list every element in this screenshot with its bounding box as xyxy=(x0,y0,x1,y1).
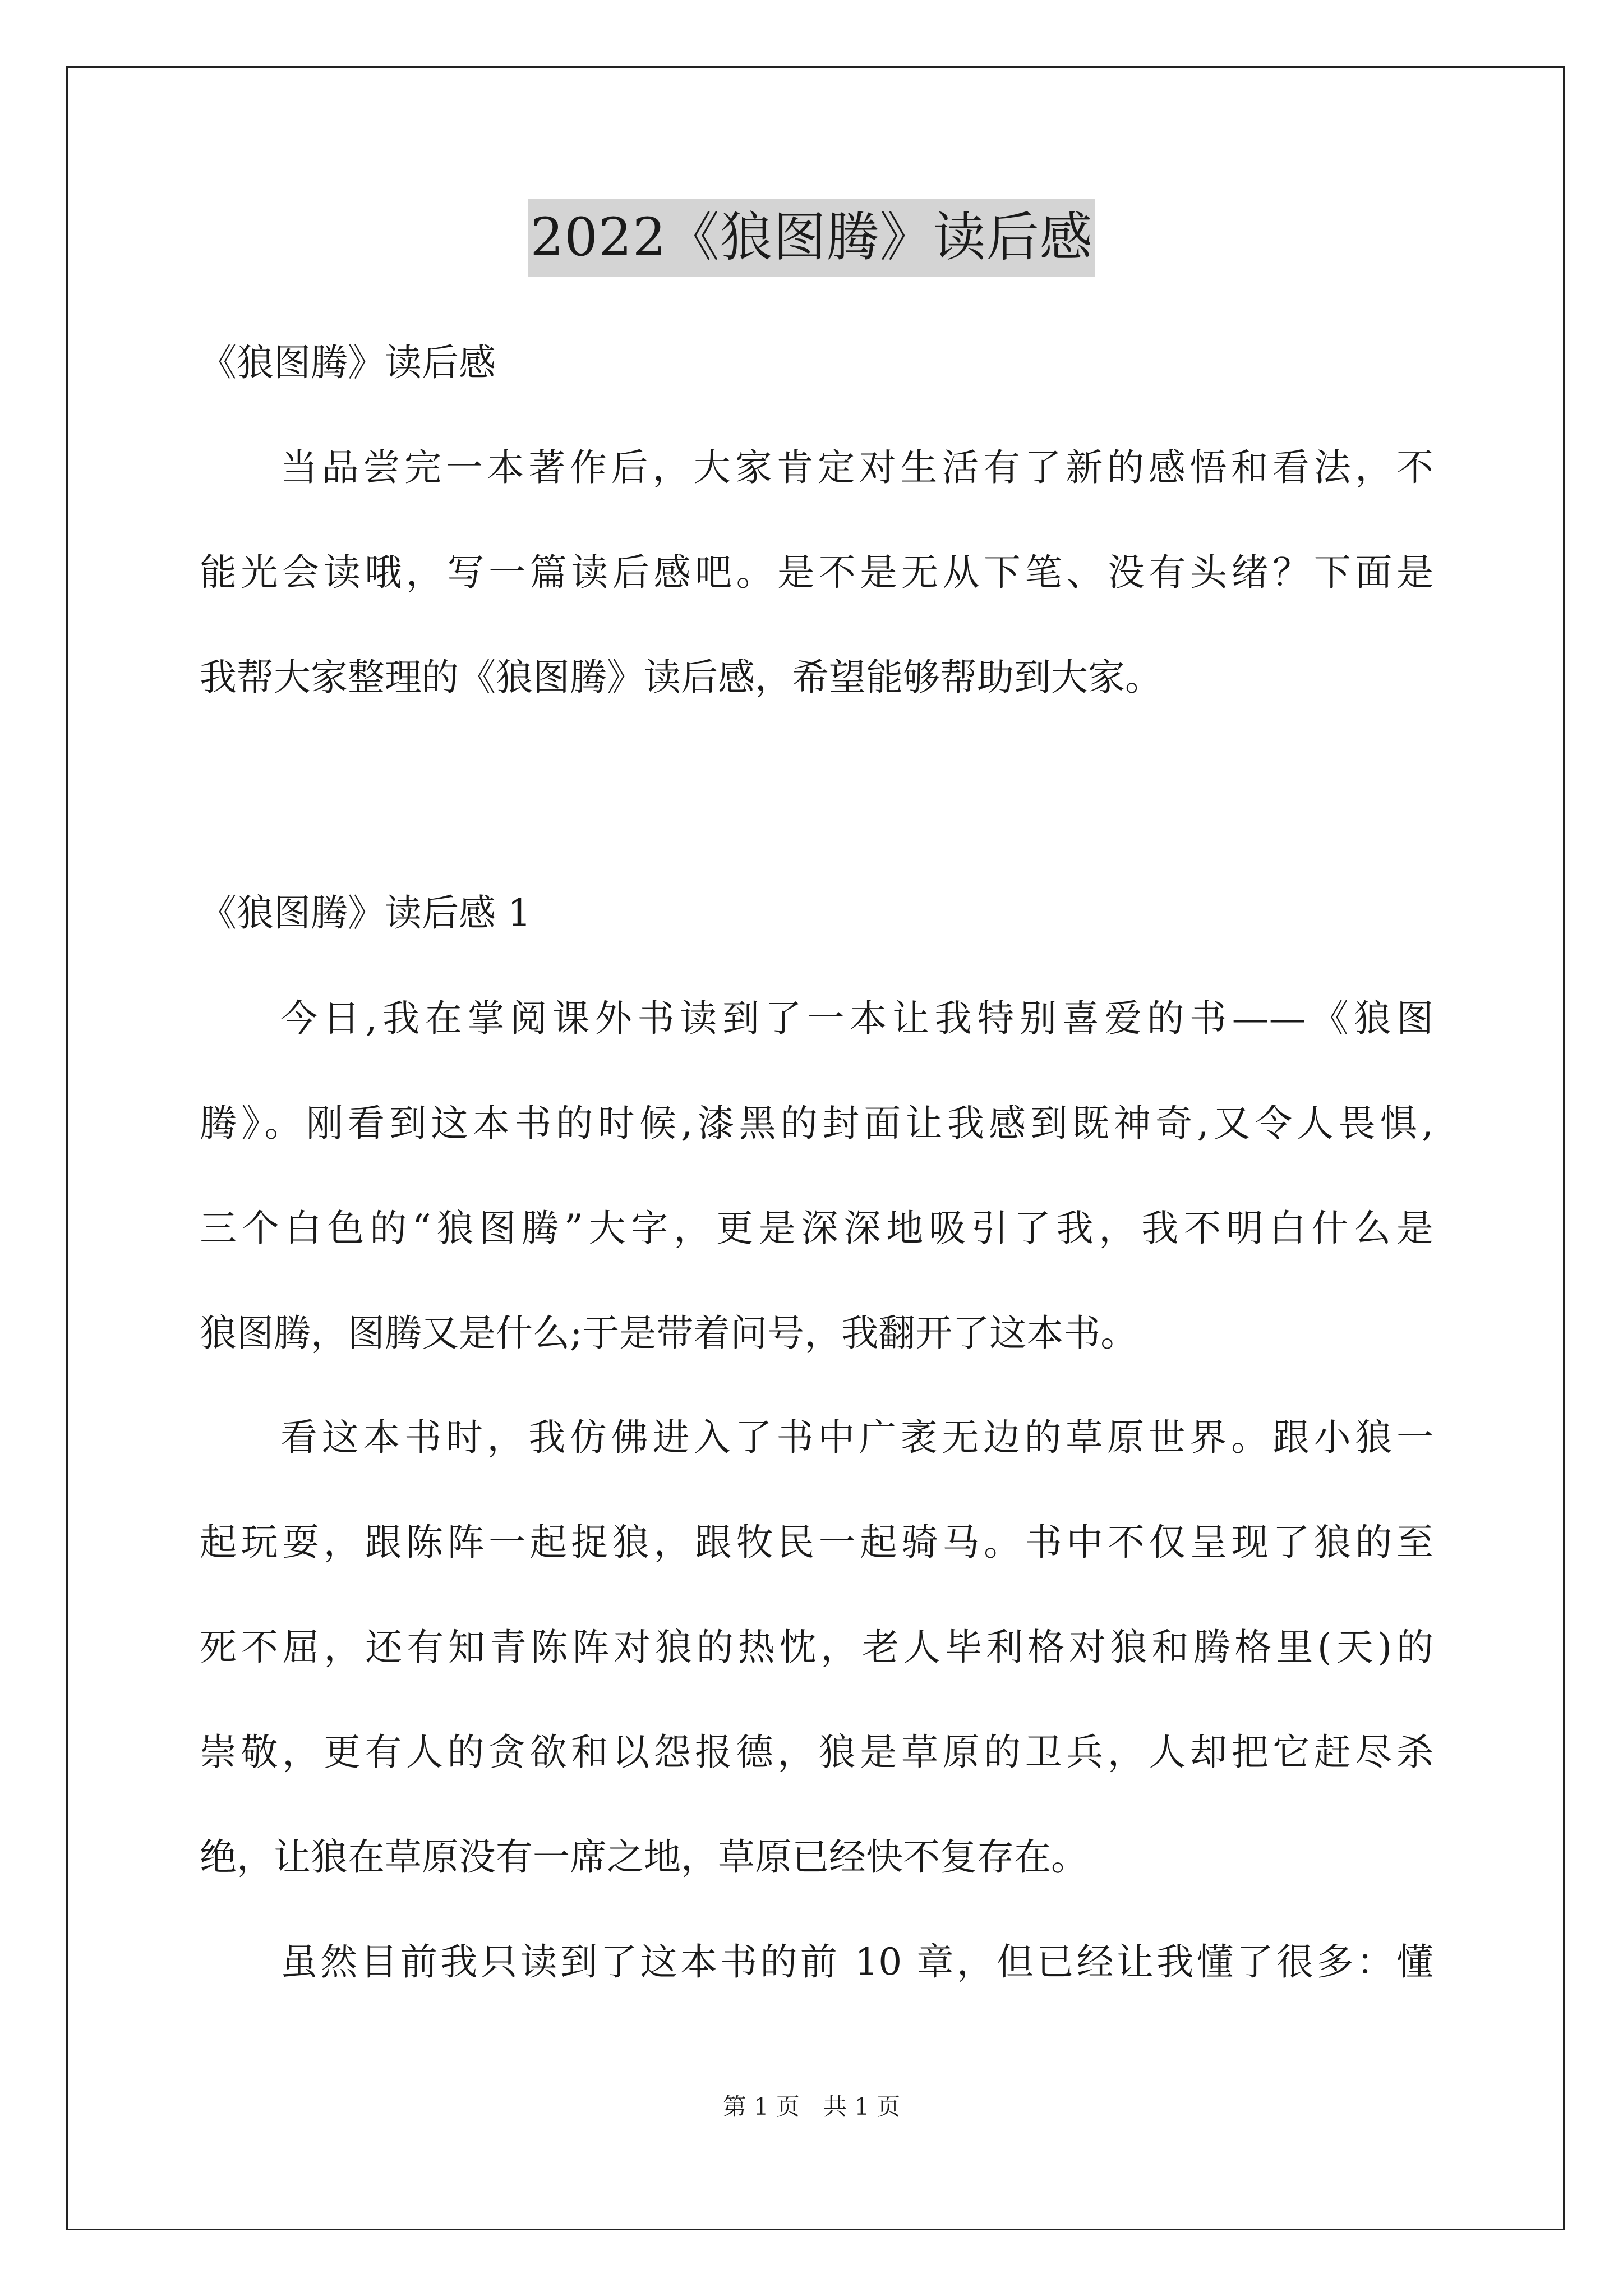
subtitle: 《狼图腾》读后感 xyxy=(200,341,496,384)
intro-line-2: 能光会读哦，写一篇读后感吧。是不是无从下笔、没有头绪？下面是 xyxy=(200,551,1433,594)
paragraph2-line-4: 崇敬，更有人的贪欲和以怨报德，狼是草原的卫兵，人却把它赶尽杀 xyxy=(200,1731,1433,1774)
paragraph2-line-5: 绝，让狼在草原没有一席之地，草原已经快不复存在。 xyxy=(200,1835,1088,1879)
paragraph1-line-2: 腾》。刚看到这本书的时候,漆黑的封面让我感到既神奇,又令人畏惧, xyxy=(200,1102,1433,1145)
document-title: 2022《狼图腾》读后感 xyxy=(528,199,1095,277)
paragraph2-line-3: 死不屈，还有知青陈阵对狼的热忱，老人毕利格对狼和腾格里(天)的 xyxy=(200,1626,1433,1669)
paragraph2-line-2: 起玩耍，跟陈阵一起捉狼，跟牧民一起骑马。书中不仅呈现了狼的至 xyxy=(200,1521,1433,1564)
intro-line-3: 我帮大家整理的《狼图腾》读后感，希望能够帮助到大家。 xyxy=(200,656,1162,699)
intro-line-1: 当品尝完一本著作后，大家肯定对生活有了新的感悟和看法，不 xyxy=(280,446,1433,489)
paragraph1-line-3: 三个白色的“狼图腾”大字，更是深深地吸引了我，我不明白什么是 xyxy=(200,1207,1433,1250)
title-container xyxy=(0,199,1623,277)
paragraph2-line-1: 看这本书时，我仿佛进入了书中广袤无边的草原世界。跟小狼一 xyxy=(280,1416,1433,1459)
paragraph1-line-4: 狼图腾，图腾又是什么;于是带着问号，我翻开了这本书。 xyxy=(200,1312,1138,1355)
page-footer: 第 1 页 共 1 页 xyxy=(722,2093,901,2120)
paragraph3-line-1: 虽然目前我只读到了这本书的前 10 章，但已经让我懂了很多：懂 xyxy=(280,1940,1433,1984)
section-heading: 《狼图腾》读后感 1 xyxy=(200,891,531,935)
paragraph1-line-1: 今日,我在掌阅课外书读到了一本让我特别喜爱的书——《狼图 xyxy=(280,997,1433,1040)
